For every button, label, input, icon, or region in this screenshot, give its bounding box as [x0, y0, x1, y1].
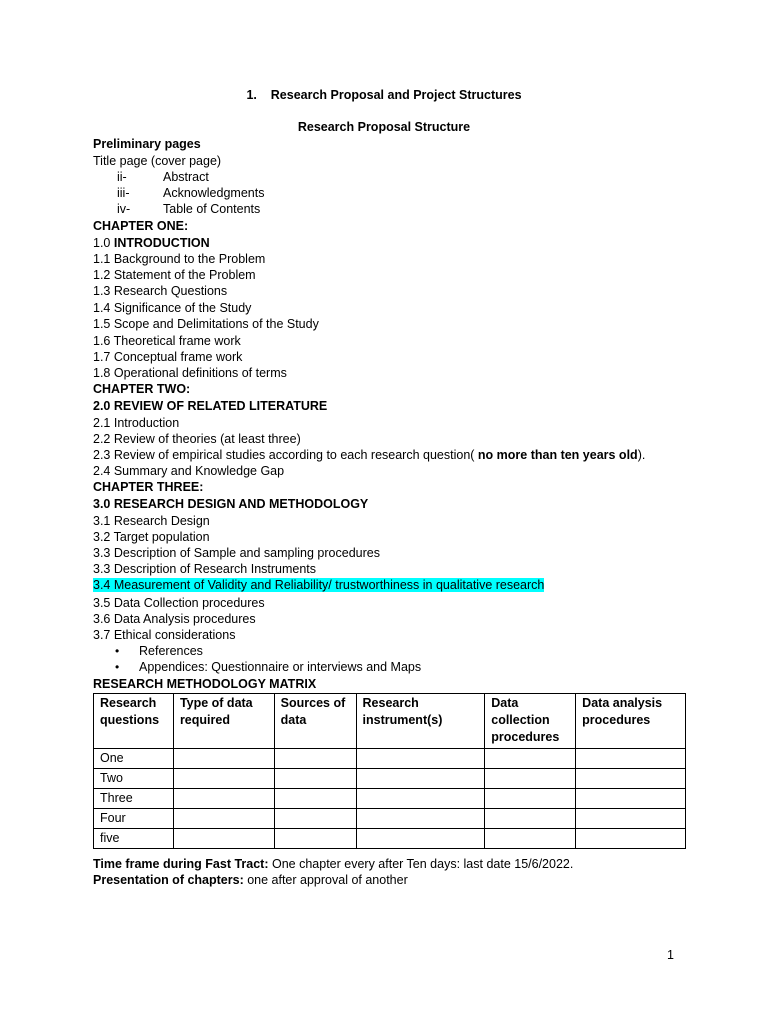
- table-cell: [274, 789, 356, 809]
- table-cell: [576, 769, 686, 789]
- chapter-one-heading: [93, 235, 210, 251]
- outline-item: 3.1 Research Design: [93, 514, 210, 528]
- time-frame-line: [93, 856, 573, 872]
- outline-item: 1.6 Theoretical frame work: [93, 334, 241, 348]
- chapter-two-label: CHAPTER TWO:: [93, 382, 191, 396]
- outline-item: 1.1 Background to the Problem: [93, 252, 266, 266]
- table-row: [94, 809, 686, 829]
- row-label: Three: [94, 789, 174, 809]
- table-cell: [173, 809, 274, 829]
- bullet-item: Appendices: Questionnaire or interviews and Maps: [139, 660, 422, 674]
- table-cell: [274, 769, 356, 789]
- table-cell: [576, 789, 686, 809]
- outline-item: 1.5 Scope and Delimitations of the Study: [93, 317, 319, 331]
- outline-item-text: 2.3 Review of empirical studies according to each research question(: [93, 448, 478, 462]
- presentation-label: Presentation of chapters:: [93, 873, 244, 887]
- bullet-icon: •: [115, 660, 120, 674]
- outline-item: 3.3 Description of Sample and sampling procedures: [93, 546, 380, 560]
- bullet-icon: •: [115, 644, 120, 658]
- row-label: five: [94, 829, 174, 849]
- outline-item: 2.1 Introduction: [93, 416, 180, 430]
- outline-item: 3.3 Description of Research Instruments: [93, 562, 317, 576]
- heading-number: 1.: [246, 88, 257, 102]
- chapter-one-heading-num: 1.0: [93, 236, 114, 250]
- document-subtitle: Research Proposal Structure: [297, 120, 471, 134]
- table-row: [94, 789, 686, 809]
- row-label: One: [94, 749, 174, 769]
- row-label: Four: [94, 809, 174, 829]
- table-header-row: [94, 694, 686, 749]
- outline-item: 1.3 Research Questions: [93, 284, 228, 298]
- table-cell: [356, 769, 485, 789]
- table-cell: [356, 809, 485, 829]
- table-row: [94, 769, 686, 789]
- title-page-item: Title page (cover page): [93, 154, 222, 168]
- outline-item: 2.2 Review of theories (at least three): [93, 432, 301, 446]
- column-header: Data collection procedures: [485, 694, 576, 749]
- table-cell: [485, 829, 576, 849]
- row-label: Two: [94, 769, 174, 789]
- table-cell: [356, 789, 485, 809]
- time-frame-label: Time frame during Fast Tract:: [93, 857, 269, 871]
- roman-numeral: iii-: [117, 186, 130, 200]
- outline-item: 1.4 Significance of the Study: [93, 301, 252, 315]
- table-cell: [173, 749, 274, 769]
- outline-item: 3.7 Ethical considerations: [93, 628, 236, 642]
- outline-item: [93, 447, 645, 463]
- chapter-one-label: CHAPTER ONE:: [93, 219, 189, 233]
- chapter-one-heading-text: INTRODUCTION: [113, 236, 210, 250]
- roman-numeral: iv-: [117, 202, 131, 216]
- column-header: Data analysis procedures: [576, 694, 686, 749]
- matrix-title: RESEARCH METHODOLOGY MATRIX: [93, 677, 317, 691]
- preliminary-item: Acknowledgments: [163, 186, 265, 200]
- outline-item: 3.2 Target population: [93, 530, 210, 544]
- column-header: Research questions: [94, 694, 174, 749]
- document-heading: [0, 88, 768, 102]
- emphasis-text: no more than ten years old: [477, 448, 638, 462]
- column-header: Type of data required: [173, 694, 274, 749]
- table-cell: [173, 829, 274, 849]
- time-frame-text: One chapter every after Ten days: last date 15/6/2022.: [268, 857, 574, 871]
- highlighted-text: 3.4 Measurement of Validity and Reliability/ trustworthiness in qualitative research: [93, 578, 545, 592]
- outline-item: 3.5 Data Collection procedures: [93, 596, 265, 610]
- table-cell: [485, 809, 576, 829]
- chapter-three-heading: 3.0 RESEARCH DESIGN AND METHODOLOGY: [93, 497, 369, 511]
- table-row: [94, 749, 686, 769]
- column-header: Sources of data: [274, 694, 356, 749]
- preliminary-label: Preliminary pages: [93, 137, 201, 151]
- outline-item: 1.2 Statement of the Problem: [93, 268, 256, 282]
- page-number: 1: [667, 948, 674, 962]
- table-cell: [274, 809, 356, 829]
- chapter-two-heading: 2.0 REVIEW OF RELATED LITERATURE: [93, 399, 328, 413]
- table-cell: [576, 829, 686, 849]
- outline-item: 3.6 Data Analysis procedures: [93, 612, 256, 626]
- table-cell: [173, 789, 274, 809]
- table-cell: [485, 749, 576, 769]
- methodology-matrix-table: [93, 693, 686, 849]
- outline-item-text: ).: [637, 448, 646, 462]
- table-cell: [274, 829, 356, 849]
- outline-item: 1.7 Conceptual frame work: [93, 350, 243, 364]
- table-cell: [356, 749, 485, 769]
- column-header: Research instrument(s): [356, 694, 485, 749]
- highlighted-item: [93, 577, 544, 593]
- preliminary-item: Table of Contents: [163, 202, 261, 216]
- preliminary-item: Abstract: [163, 170, 209, 184]
- table-row: [94, 829, 686, 849]
- roman-numeral: ii-: [117, 170, 127, 184]
- table-cell: [173, 769, 274, 789]
- table-cell: [576, 749, 686, 769]
- table-cell: [485, 769, 576, 789]
- bullet-item: References: [139, 644, 203, 658]
- outline-item: 2.4 Summary and Knowledge Gap: [93, 464, 285, 478]
- heading-title: Research Proposal and Project Structures: [270, 88, 522, 102]
- table-cell: [485, 789, 576, 809]
- table-cell: [356, 829, 485, 849]
- presentation-line: [93, 872, 408, 888]
- presentation-text: one after approval of another: [243, 873, 408, 887]
- table-cell: [576, 809, 686, 829]
- table-cell: [274, 749, 356, 769]
- chapter-three-label: CHAPTER THREE:: [93, 480, 204, 494]
- outline-item: 1.8 Operational definitions of terms: [93, 366, 287, 380]
